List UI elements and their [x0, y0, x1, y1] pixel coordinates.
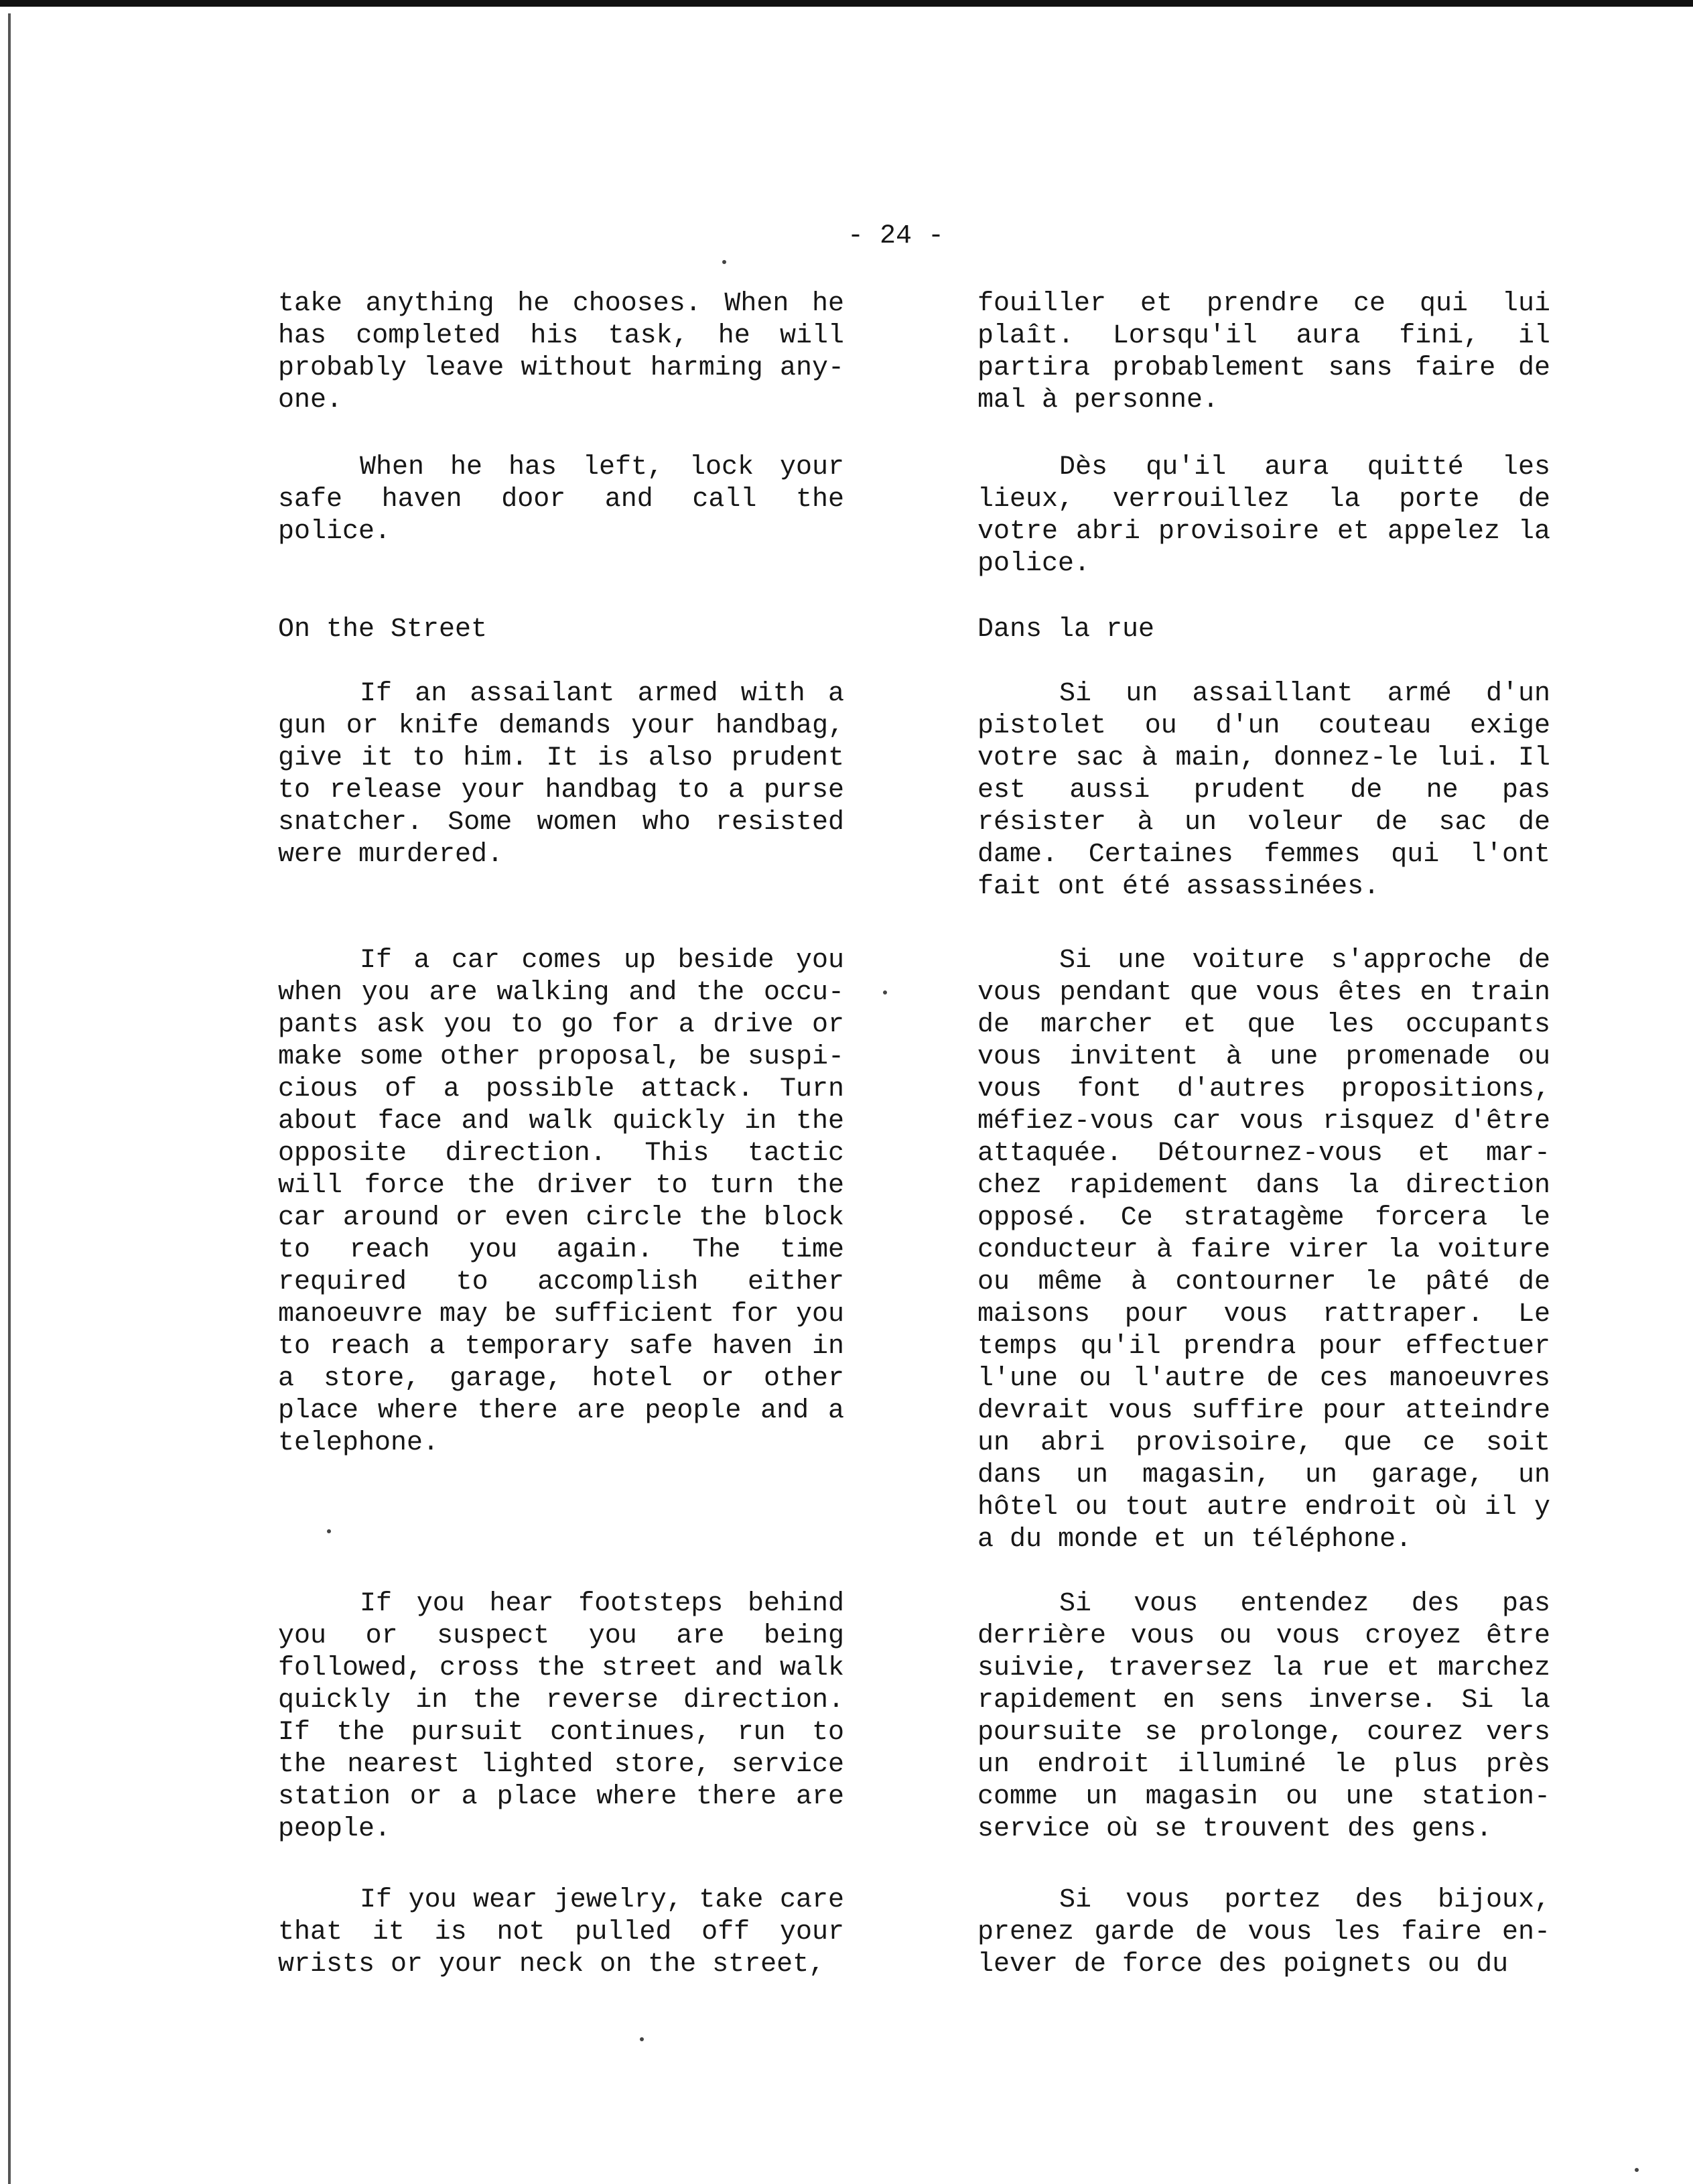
scan-top-edge: [0, 0, 1693, 7]
english-paragraph-5: If you hear footsteps behind you or suspect you are being followed, cross the street and walk quickly in the reverse direction. If the pursuit continues, run to the nearest lighted store, service station or a place where there are people.: [278, 1589, 844, 1844]
french-paragraph-5: Si vous entendez des pas derrière vous ou vous croyez être suivie, traversez la rue et marchez rapidement en sens inverse. Si la poursuite se prolonge, courez vers un endroit illuminé le plus près comme un magasin ou une station-service où se trouvent des gens.: [977, 1589, 1550, 1844]
french-paragraph-4: Si une voiture s'approche de vous pendant que vous êtes en train de marcher et que les occupants vous invitent à une promenade ou vous font d'autres propositions, méfiez-vous car vous risquez d'être attaquée. Détournez-vous et mar-chez rapidement dans la direction opposé. Ce stratagème forcera le conducteur à faire virer la voiture ou même à contourner le pâté de maisons pour vous rattraper. Le temps qu'il prendra pour effectuer l'une ou l'autre de ces manoeuvres devrait vous suffire pour atteindre un abri provisoire, que ce soit dans un magasin, un garage, un hôtel ou tout autre endroit où il y a du monde et un téléphone.: [977, 946, 1550, 1555]
scan-left-edge: [8, 13, 11, 2184]
french-heading-dans-la-rue: Dans la rue: [977, 615, 1155, 645]
french-paragraph-1: fouiller et prendre ce qui lui plaît. Lorsqu'il aura fini, il partira probablement sans faire de mal à personne.: [977, 289, 1550, 415]
english-paragraph-2: When he has left, lock your safe haven door and call the police.: [278, 452, 844, 547]
page-number: - 24 -: [848, 221, 945, 251]
english-paragraph-4: If a car comes up beside you when you are walking and the occu-pants ask you to go for a drive or make some other proposal, be suspi-cious of a possible attack. Turn about face and walk quickly in the opposite direction. This tactic will force the driver to turn the car around or even circle the block to reach you again. The time required to accomplish either manoeuvre may be sufficient for you to reach a temporary safe haven in a store, garage, hotel or other place where there are people and a telephone.: [278, 946, 844, 1458]
scan-speck: [883, 990, 887, 994]
english-paragraph-3: If an assailant armed with a gun or knife demands your handbag, give it to him. It is also prudent to release your handbag to a purse snatcher. Some women who resisted were murdered.: [278, 679, 844, 870]
english-paragraph-1: take anything he chooses. When he has completed his task, he will probably leave without harming any-one.: [278, 289, 844, 415]
english-heading-on-the-street: On the Street: [278, 615, 488, 645]
french-paragraph-6: Si vous portez des bijoux, prenez garde de vous les faire en-lever de force des poignets ou du: [977, 1885, 1550, 1980]
french-paragraph-2: Dès qu'il aura quitté les lieux, verrouillez la porte de votre abri provisoire et appelez la police.: [977, 452, 1550, 579]
english-paragraph-6: If you wear jewelry, take care that it is not pulled off your wrists or your neck on the street,: [278, 1885, 844, 1980]
scan-speck: [640, 2037, 644, 2041]
scan-speck: [1635, 2168, 1639, 2172]
scan-speck: [327, 1529, 331, 1533]
french-paragraph-3: Si un assaillant armé d'un pistolet ou d'un couteau exige votre sac à main, donnez-le lui. Il est aussi prudent de ne pas résister à un voleur de sac de dame. Certaines femmes qui l'ont fait ont été assassinées.: [977, 679, 1550, 902]
scan-speck: [722, 260, 726, 264]
